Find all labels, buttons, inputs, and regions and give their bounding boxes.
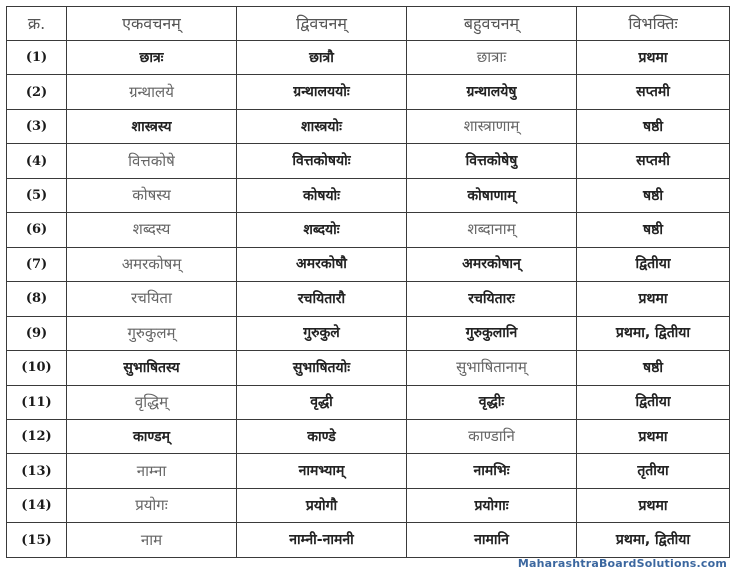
table-row	[7, 419, 730, 453]
table-row	[7, 75, 730, 109]
row-number: (3)	[7, 109, 67, 143]
case-cell: प्रथमा, द्वितीया	[577, 523, 730, 558]
singular-cell: नाम्ना	[67, 454, 237, 488]
dual-cell: गुरुकुले	[237, 316, 407, 350]
header-case: विभक्तिः	[577, 7, 730, 41]
table-row	[7, 247, 730, 281]
dual-cell: कोषयोः	[237, 178, 407, 212]
row-number: (13)	[7, 454, 67, 488]
table-row	[7, 178, 730, 212]
table-row	[7, 523, 730, 558]
case-cell: सप्तमी	[577, 75, 730, 109]
singular-cell: नाम	[67, 523, 237, 558]
dual-cell: सुभाषितयोः	[237, 351, 407, 385]
table-row	[7, 454, 730, 488]
site-watermark: MaharashtraBoardSolutions.com	[517, 557, 727, 570]
dual-cell: रचयितारौ	[237, 282, 407, 316]
plural-cell: वित्तकोषेषु	[407, 144, 577, 178]
singular-cell: अमरकोषम्	[67, 247, 237, 281]
table-row	[7, 144, 730, 178]
row-number: (4)	[7, 144, 67, 178]
case-cell: प्रथमा	[577, 41, 730, 75]
row-number: (15)	[7, 523, 67, 558]
dual-cell: नामभ्याम्	[237, 454, 407, 488]
case-cell: षष्ठी	[577, 351, 730, 385]
plural-cell: नामानि	[407, 523, 577, 558]
case-cell: षष्ठी	[577, 178, 730, 212]
row-number: (12)	[7, 419, 67, 453]
table-row	[7, 213, 730, 247]
case-cell: प्रथमा	[577, 488, 730, 522]
case-cell: द्वितीया	[577, 247, 730, 281]
header-serial: क्र.	[7, 7, 67, 41]
plural-cell: रचयितारः	[407, 282, 577, 316]
plural-cell: वृद्धीः	[407, 385, 577, 419]
row-number: (5)	[7, 178, 67, 212]
singular-cell: काण्डम्	[67, 419, 237, 453]
header-singular: एकवचनम्	[67, 7, 237, 41]
plural-cell: कोषाणाम्	[407, 178, 577, 212]
dual-cell: अमरकोषौ	[237, 247, 407, 281]
plural-cell: शब्दानाम्	[407, 213, 577, 247]
plural-cell: ग्रन्थालयेषु	[407, 75, 577, 109]
singular-cell: प्रयोगः	[67, 488, 237, 522]
dual-cell: प्रयोगौ	[237, 488, 407, 522]
table-row	[7, 109, 730, 143]
singular-cell: वृद्धिम्	[67, 385, 237, 419]
singular-cell: वित्तकोषे	[67, 144, 237, 178]
declension-table	[6, 6, 730, 558]
case-cell: द्वितीया	[577, 385, 730, 419]
header-dual: द्विवचनम्	[237, 7, 407, 41]
plural-cell: शास्त्राणाम्	[407, 109, 577, 143]
plural-cell: नामभिः	[407, 454, 577, 488]
plural-cell: काण्डानि	[407, 419, 577, 453]
singular-cell: शास्त्रस्य	[67, 109, 237, 143]
singular-cell: रचयिता	[67, 282, 237, 316]
dual-cell: नाम्नी-नामनी	[237, 523, 407, 558]
case-cell: तृतीया	[577, 454, 730, 488]
singular-cell: शब्दस्य	[67, 213, 237, 247]
case-cell: षष्ठी	[577, 213, 730, 247]
header-plural: बहुवचनम्	[407, 7, 577, 41]
plural-cell: प्रयोगाः	[407, 488, 577, 522]
row-number: (1)	[7, 41, 67, 75]
case-cell: प्रथमा	[577, 419, 730, 453]
dual-cell: वित्तकोषयोः	[237, 144, 407, 178]
singular-cell: गुरुकुलम्	[67, 316, 237, 350]
case-cell: प्रथमा	[577, 282, 730, 316]
row-number: (8)	[7, 282, 67, 316]
table-row	[7, 41, 730, 75]
case-cell: षष्ठी	[577, 109, 730, 143]
dual-cell: ग्रन्थालययोः	[237, 75, 407, 109]
row-number: (10)	[7, 351, 67, 385]
singular-cell: छात्रः	[67, 41, 237, 75]
dual-cell: काण्डे	[237, 419, 407, 453]
dual-cell: छात्रौ	[237, 41, 407, 75]
dual-cell: शब्दयोः	[237, 213, 407, 247]
row-number: (11)	[7, 385, 67, 419]
singular-cell: कोषस्य	[67, 178, 237, 212]
singular-cell: सुभाषितस्य	[67, 351, 237, 385]
dual-cell: वृद्धी	[237, 385, 407, 419]
row-number: (14)	[7, 488, 67, 522]
table-row	[7, 316, 730, 350]
dual-cell: शास्त्रयोः	[237, 109, 407, 143]
header-row	[7, 7, 730, 41]
row-number: (2)	[7, 75, 67, 109]
row-number: (6)	[7, 213, 67, 247]
row-number: (7)	[7, 247, 67, 281]
case-cell: प्रथमा, द्वितीया	[577, 316, 730, 350]
plural-cell: गुरुकुलानि	[407, 316, 577, 350]
plural-cell: सुभाषितानाम्	[407, 351, 577, 385]
table-row	[7, 488, 730, 522]
table-row	[7, 385, 730, 419]
plural-cell: छात्राः	[407, 41, 577, 75]
table-row	[7, 282, 730, 316]
case-cell: सप्तमी	[577, 144, 730, 178]
table-row	[7, 351, 730, 385]
declension-table-container	[6, 6, 729, 558]
plural-cell: अमरकोषान्	[407, 247, 577, 281]
row-number: (9)	[7, 316, 67, 350]
singular-cell: ग्रन्थालये	[67, 75, 237, 109]
